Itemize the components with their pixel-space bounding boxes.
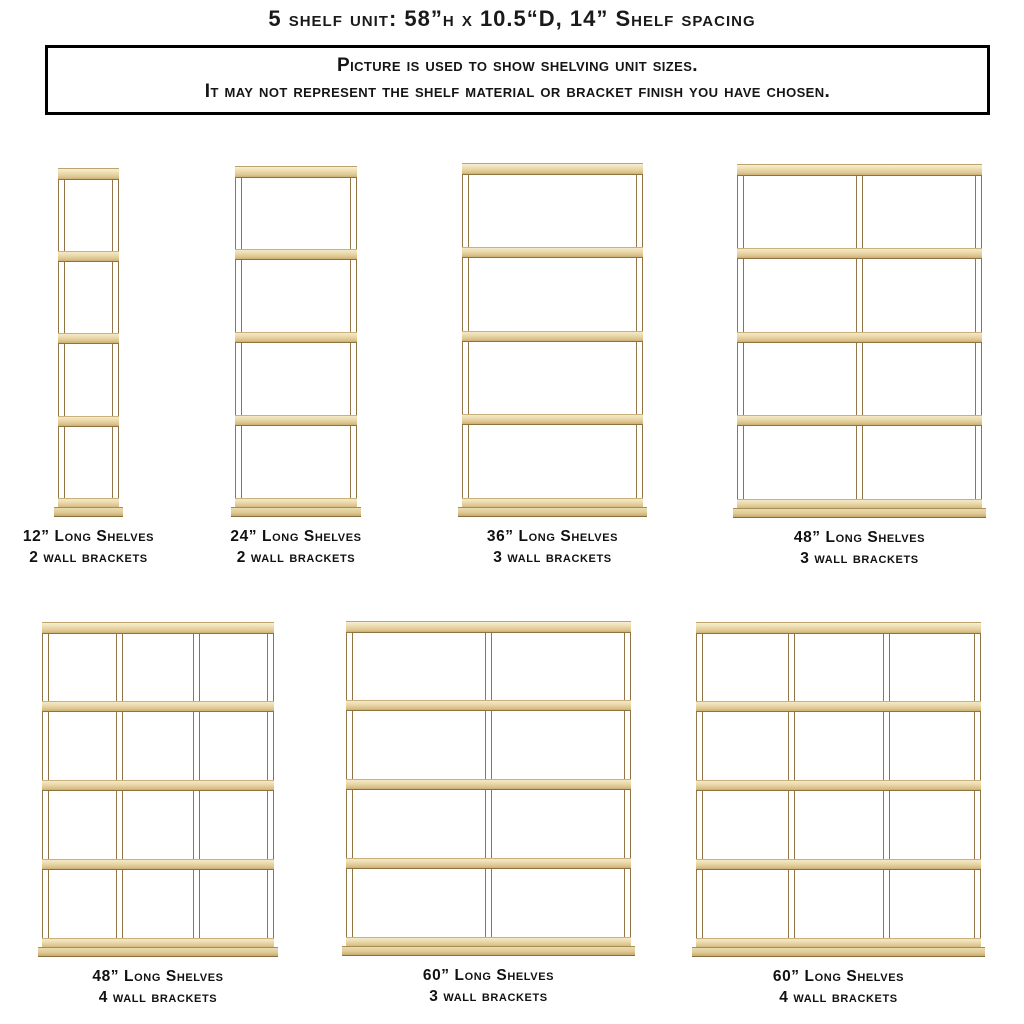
unit-label-brackets: 4 wall brackets	[779, 989, 898, 1006]
shelf-board	[737, 332, 982, 343]
shelving-unit-image	[235, 166, 357, 517]
shelf-board	[462, 331, 643, 342]
base-plinth	[733, 508, 986, 518]
shelf-board	[58, 333, 119, 344]
shelf-board	[58, 251, 119, 262]
shelf-board	[737, 415, 982, 426]
unit-label-size: 36” Long Shelves	[486, 528, 619, 545]
base-plinth	[54, 507, 123, 517]
unit-label-size: 12” Long Shelves	[22, 528, 155, 545]
shelf-board	[346, 779, 631, 790]
shelving-unit-image	[58, 168, 119, 517]
shelf-board	[346, 621, 631, 633]
shelving-unit-48in-4-brackets	[42, 622, 274, 1006]
base-plinth	[692, 947, 985, 957]
shelf-board	[696, 780, 981, 791]
unit-label-brackets: 3 wall brackets	[493, 549, 612, 566]
shelving-unit-24in-2-brackets	[230, 166, 362, 566]
shelf-board	[58, 168, 119, 180]
base-plinth	[38, 947, 278, 957]
unit-label-size: 60” Long Shelves	[422, 967, 555, 984]
shelving-unit-48in-3-brackets	[737, 164, 982, 567]
unit-label	[329, 965, 649, 1007]
unit-label-brackets: 2 wall brackets	[29, 549, 148, 566]
shelf-board	[462, 414, 643, 425]
shelf-board	[737, 248, 982, 259]
shelving-unit-image	[42, 622, 274, 957]
unit-label-brackets: 4 wall brackets	[98, 989, 218, 1006]
shelving-unit-36in-3-brackets	[462, 163, 643, 566]
shelf-board	[346, 858, 631, 869]
unit-label-brackets: 3 wall brackets	[800, 550, 919, 567]
shelf-board	[696, 701, 981, 712]
shelf-board	[42, 780, 274, 791]
unit-label	[0, 966, 318, 1008]
shelf-board	[235, 332, 357, 343]
disclaimer-box	[45, 45, 990, 115]
shelf-board	[42, 701, 274, 712]
shelving-unit-image	[737, 164, 982, 518]
shelf-board	[235, 415, 357, 426]
unit-label-size: 48” Long Shelves	[793, 529, 926, 546]
shelving-unit-12in-2-brackets	[22, 168, 155, 566]
unit-label	[393, 526, 713, 568]
base-plinth	[342, 946, 635, 956]
disclaimer-line-2: It may not represent the shelf material or bracket finish you have chosen.	[204, 81, 831, 102]
unit-label	[700, 527, 1020, 569]
shelf-board	[42, 859, 274, 870]
shelf-board	[696, 859, 981, 870]
unit-label-size: 24” Long Shelves	[230, 528, 362, 545]
unit-label-brackets: 2 wall brackets	[236, 549, 356, 566]
shelf-board	[235, 166, 357, 178]
shelf-board	[58, 416, 119, 427]
unit-label-brackets: 3 wall brackets	[429, 988, 548, 1005]
page-title: 5 shelf unit: 58”h x 10.5“D, 14” Shelf spacing	[268, 6, 756, 31]
shelving-unit-image	[696, 622, 981, 957]
shelving-unit-image	[462, 163, 643, 517]
base-plinth	[231, 507, 361, 517]
unit-label-size: 60” Long Shelves	[772, 968, 905, 985]
shelf-board	[462, 247, 643, 258]
disclaimer-line-1: Picture is used to show shelving unit sizes.	[337, 55, 698, 76]
shelving-unit-60in-4-brackets	[696, 622, 981, 1006]
shelving-unit-image	[346, 621, 631, 956]
shelf-board	[235, 249, 357, 260]
shelf-board	[737, 164, 982, 176]
unit-label	[679, 966, 999, 1008]
shelf-board	[346, 700, 631, 711]
shelf-board	[42, 622, 274, 634]
shelving-unit-60in-3-brackets	[346, 621, 631, 1005]
shelf-board	[696, 622, 981, 634]
base-plinth	[458, 507, 647, 517]
unit-label-size: 48” Long Shelves	[92, 968, 224, 985]
shelf-board	[462, 163, 643, 175]
